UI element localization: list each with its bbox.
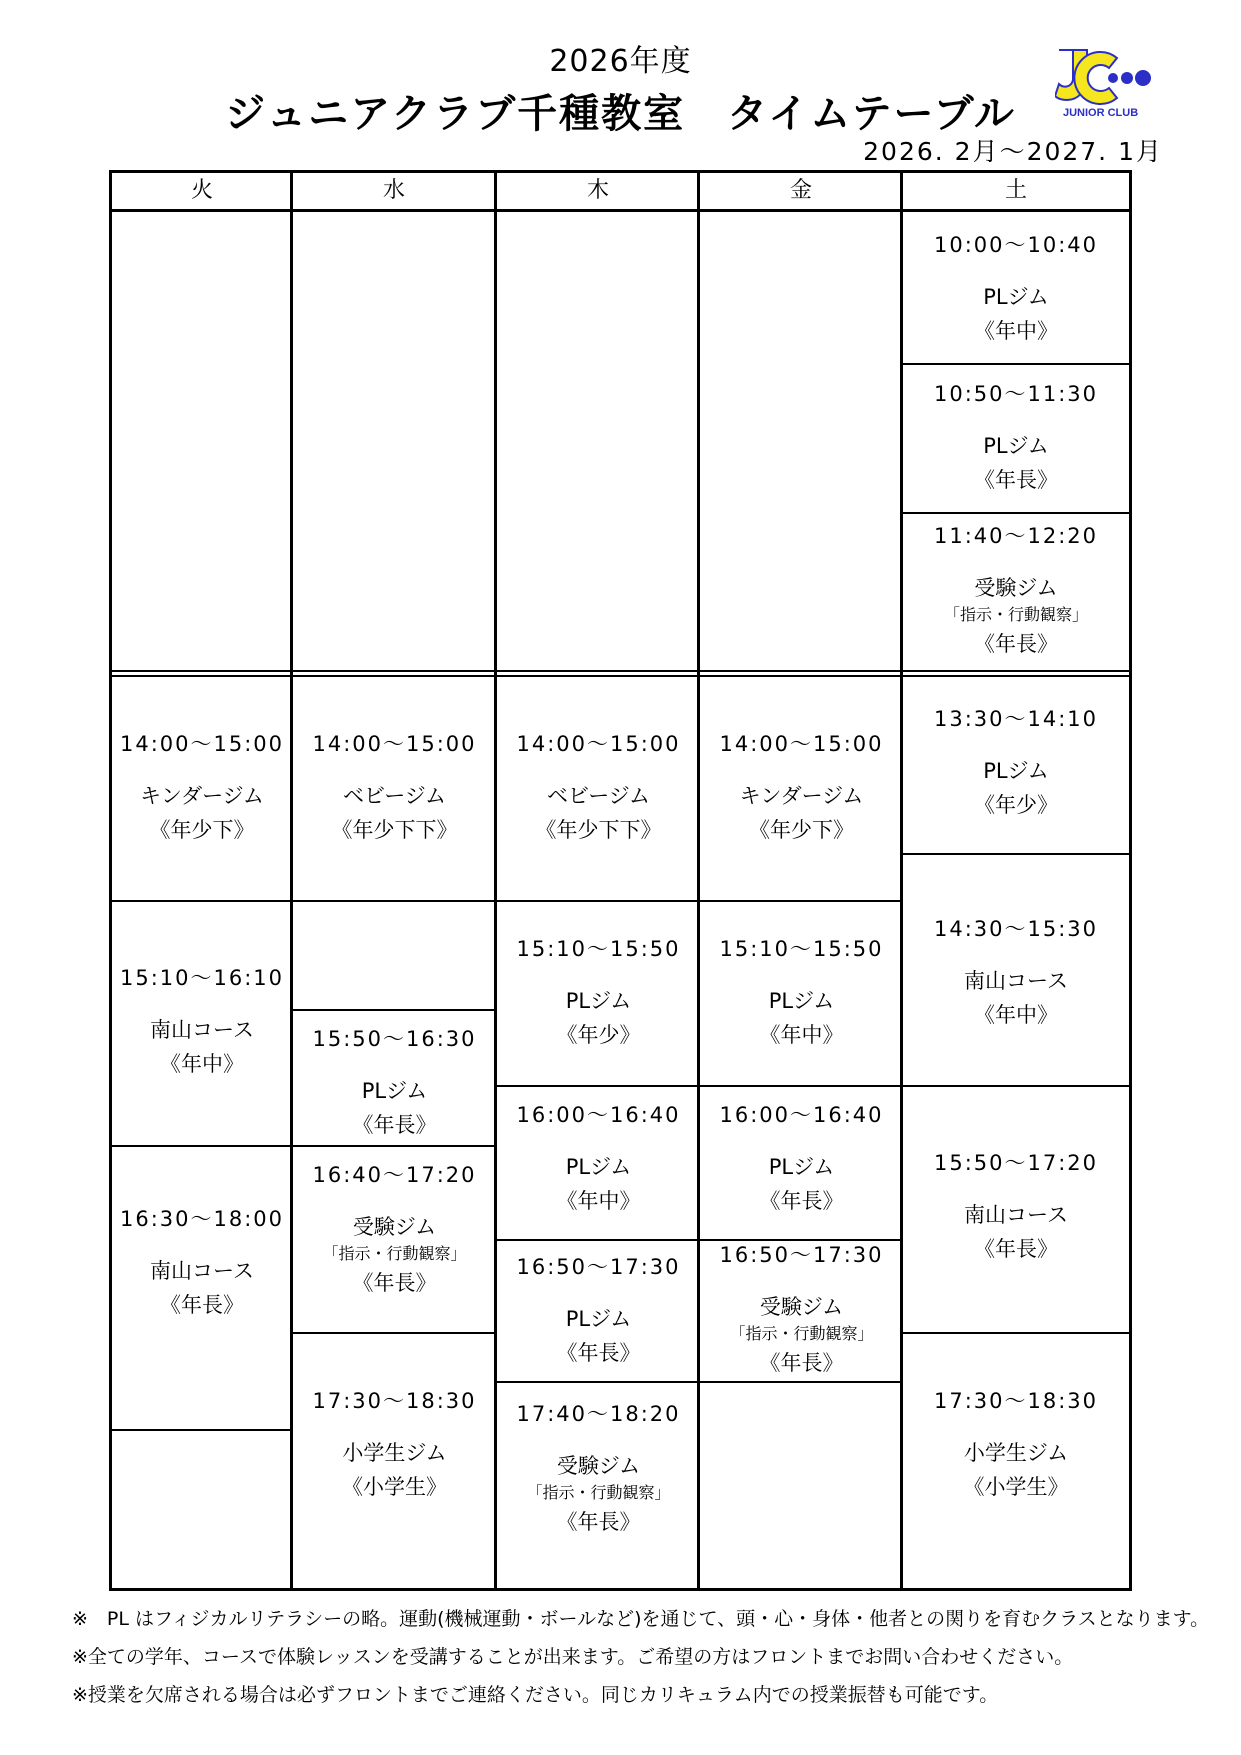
lesson-time: 16:50～17:30 — [719, 1243, 884, 1267]
cell-border — [700, 1381, 903, 1383]
lesson-name: PLジム — [983, 285, 1049, 309]
lesson-time: 15:10～16:10 — [119, 966, 285, 990]
lesson-time: 14:30～15:30 — [933, 917, 1099, 941]
lesson-wed-1400 — [293, 728, 496, 844]
cell-border — [293, 900, 496, 902]
lesson-tue-1630 — [112, 1203, 292, 1319]
column-divider — [494, 173, 497, 1588]
lesson-grade: 《年少下下》 — [535, 818, 662, 842]
lesson-detail: 「指示・行動観察」 — [943, 605, 1088, 624]
lesson-grade: 《年中》 — [556, 1189, 641, 1213]
lesson-time: 11:40～12:20 — [933, 524, 1099, 548]
lesson-grade: 《年長》 — [352, 1271, 437, 1295]
header-divider — [112, 209, 1129, 212]
lesson-fri-1510 — [700, 933, 903, 1049]
lesson-time: 16:50～17:30 — [516, 1255, 681, 1279]
lesson-name: 小学生ジム — [963, 1441, 1069, 1465]
day-header-wed: 水 — [382, 178, 405, 203]
lesson-grade: 《年長》 — [556, 1510, 641, 1534]
lesson-wed-1730 — [293, 1385, 496, 1501]
lesson-name: 受験ジム — [974, 576, 1058, 600]
cell-border — [293, 1009, 496, 1011]
cell-border — [112, 1429, 292, 1431]
footnote: ※授業を欠席される場合は必ずフロントまでご連絡ください。同じカリキュラム内での授業振替も可能です。 — [72, 1684, 999, 1706]
lesson-sat-1730 — [903, 1385, 1129, 1501]
lesson-name: 南山コース — [150, 1259, 254, 1283]
lesson-name: キンダージム — [739, 784, 864, 808]
lesson-fri-1650 — [700, 1239, 903, 1377]
lesson-name: 受験ジム — [352, 1215, 437, 1239]
lesson-grade: 《年長》 — [160, 1293, 244, 1317]
lesson-sat-1330 — [903, 703, 1129, 819]
lesson-grade: 《年中》 — [759, 1023, 844, 1047]
cell-border — [903, 853, 1129, 855]
lesson-name: 南山コース — [964, 1203, 1068, 1227]
lesson-grade: 《年中》 — [974, 319, 1058, 343]
cell-border — [700, 1085, 903, 1087]
lesson-name: PLジム — [768, 1155, 835, 1179]
day-header-tue: 火 — [190, 178, 213, 203]
schedule-period: 2026. 2月～2027. 1月 — [863, 137, 1163, 166]
lesson-fri-1600 — [700, 1099, 903, 1215]
lesson-name: PLジム — [361, 1079, 428, 1103]
lesson-sat-1050 — [903, 378, 1129, 494]
lesson-thu-1650 — [497, 1251, 700, 1367]
lesson-name: ベビージム — [343, 784, 446, 808]
lesson-time: 13:30～14:10 — [933, 707, 1099, 731]
lesson-tue-1400 — [112, 728, 292, 844]
lesson-detail: 「指示・行動観察」 — [322, 1244, 467, 1263]
lesson-grade: 《年長》 — [556, 1341, 641, 1365]
cell-border — [497, 1381, 700, 1383]
day-header-sat: 土 — [1004, 178, 1027, 203]
lesson-wed-1550 — [293, 1023, 496, 1139]
junior-club-logo — [1055, 44, 1173, 120]
lesson-grade: 《年長》 — [352, 1113, 437, 1137]
lesson-thu-1740 — [497, 1398, 700, 1536]
lesson-time: 15:10～15:50 — [516, 937, 681, 961]
lesson-time: 14:00～15:00 — [516, 732, 681, 756]
lesson-grade: 《年長》 — [759, 1351, 844, 1375]
lesson-time: 16:40～17:20 — [312, 1163, 477, 1187]
lesson-name: PLジム — [565, 1307, 632, 1331]
cell-border — [293, 1332, 496, 1334]
lesson-thu-1400 — [497, 728, 700, 844]
lesson-thu-1510 — [497, 933, 700, 1049]
lesson-name: キンダージム — [140, 784, 264, 808]
lesson-tue-1510 — [112, 962, 292, 1078]
day-header-thu: 木 — [586, 178, 609, 203]
cell-border — [903, 363, 1129, 365]
lesson-grade: 《年少》 — [974, 793, 1058, 817]
cell-border — [112, 1145, 292, 1147]
lesson-name: 小学生ジム — [342, 1441, 447, 1465]
lesson-time: 14:00～15:00 — [119, 732, 285, 756]
cell-border — [903, 1085, 1129, 1087]
lesson-grade: 《年長》 — [974, 468, 1058, 492]
year-label: 2026年度 — [549, 44, 692, 79]
column-divider — [290, 173, 293, 1588]
lesson-sat-1550 — [903, 1147, 1129, 1263]
page-title: ジュニアクラブ千種教室 タイムテーブル — [225, 91, 1016, 137]
lesson-wed-1640 — [293, 1159, 496, 1297]
lesson-grade: 《年中》 — [974, 1003, 1058, 1027]
lesson-name: 受験ジム — [759, 1295, 844, 1319]
lesson-grade: 《年中》 — [160, 1052, 244, 1076]
timetable — [109, 170, 1132, 1591]
lesson-sat-1140 — [903, 520, 1129, 658]
lesson-detail: 「指示・行動観察」 — [729, 1324, 874, 1343]
cell-border — [112, 900, 292, 902]
cell-border — [497, 900, 700, 902]
lesson-grade: 《年少》 — [556, 1023, 641, 1047]
lesson-time: 17:40～18:20 — [516, 1402, 681, 1426]
lesson-name: PLジム — [983, 434, 1049, 458]
footnotes — [72, 1600, 1209, 1714]
cell-border — [293, 1145, 496, 1147]
lesson-name: PLジム — [565, 1155, 632, 1179]
lesson-time: 10:00～10:40 — [933, 233, 1099, 257]
lesson-time: 16:00～16:40 — [719, 1103, 884, 1127]
lesson-detail: 「指示・行動観察」 — [526, 1483, 671, 1502]
lesson-time: 10:50～11:30 — [933, 382, 1099, 406]
cell-border — [700, 900, 903, 902]
lesson-grade: 《年長》 — [974, 632, 1058, 656]
lesson-grade: 《小学生》 — [963, 1475, 1069, 1499]
lesson-name: 受験ジム — [556, 1454, 641, 1478]
cell-border — [903, 512, 1129, 514]
cell-border — [903, 1332, 1129, 1334]
lesson-sat-1000 — [903, 229, 1129, 345]
section-divider — [112, 670, 1129, 672]
lesson-time: 14:00～15:00 — [312, 732, 477, 756]
lesson-fri-1400 — [700, 728, 903, 844]
day-header-fri: 金 — [789, 178, 812, 203]
lesson-time: 14:00～15:00 — [719, 732, 884, 756]
lesson-grade: 《年長》 — [974, 1237, 1058, 1261]
lesson-grade: 《年少下下》 — [331, 818, 458, 842]
lesson-time: 17:30～18:30 — [312, 1389, 477, 1413]
lesson-sat-1430 — [903, 913, 1129, 1029]
cell-border — [497, 1239, 700, 1241]
lesson-time: 16:30～18:00 — [119, 1207, 285, 1231]
lesson-thu-1600 — [497, 1099, 700, 1215]
lesson-name: PLジム — [983, 759, 1049, 783]
lesson-time: 15:50～17:20 — [933, 1151, 1099, 1175]
logo-text: JUNIOR CLUB — [1063, 107, 1139, 119]
lesson-name: 南山コース — [964, 969, 1068, 993]
lesson-name: PLジム — [768, 989, 835, 1013]
lesson-name: 南山コース — [150, 1018, 254, 1042]
lesson-name: PLジム — [565, 989, 632, 1013]
lesson-time: 17:30～18:30 — [933, 1389, 1099, 1413]
section-divider — [112, 675, 1129, 677]
lesson-time: 15:50～16:30 — [312, 1027, 477, 1051]
footnote: ※ PL はフィジカルリテラシーの略。運動(機械運動・ボールなど)を通じて、頭・心・身体・他者との関りを育むクラスとなります。 — [72, 1608, 1210, 1630]
lesson-name: ベビージム — [547, 784, 650, 808]
cell-border — [497, 1085, 700, 1087]
footnote: ※全ての学年、コースで体験レッスンを受講することが出来ます。ご希望の方はフロントまでお問い合わせください。 — [72, 1646, 1074, 1668]
lesson-grade: 《小学生》 — [342, 1475, 447, 1499]
lesson-time: 15:10～15:50 — [719, 937, 884, 961]
lesson-time: 16:00～16:40 — [516, 1103, 681, 1127]
lesson-grade: 《年少下》 — [149, 818, 255, 842]
lesson-grade: 《年長》 — [759, 1189, 844, 1213]
lesson-grade: 《年少下》 — [749, 818, 854, 842]
